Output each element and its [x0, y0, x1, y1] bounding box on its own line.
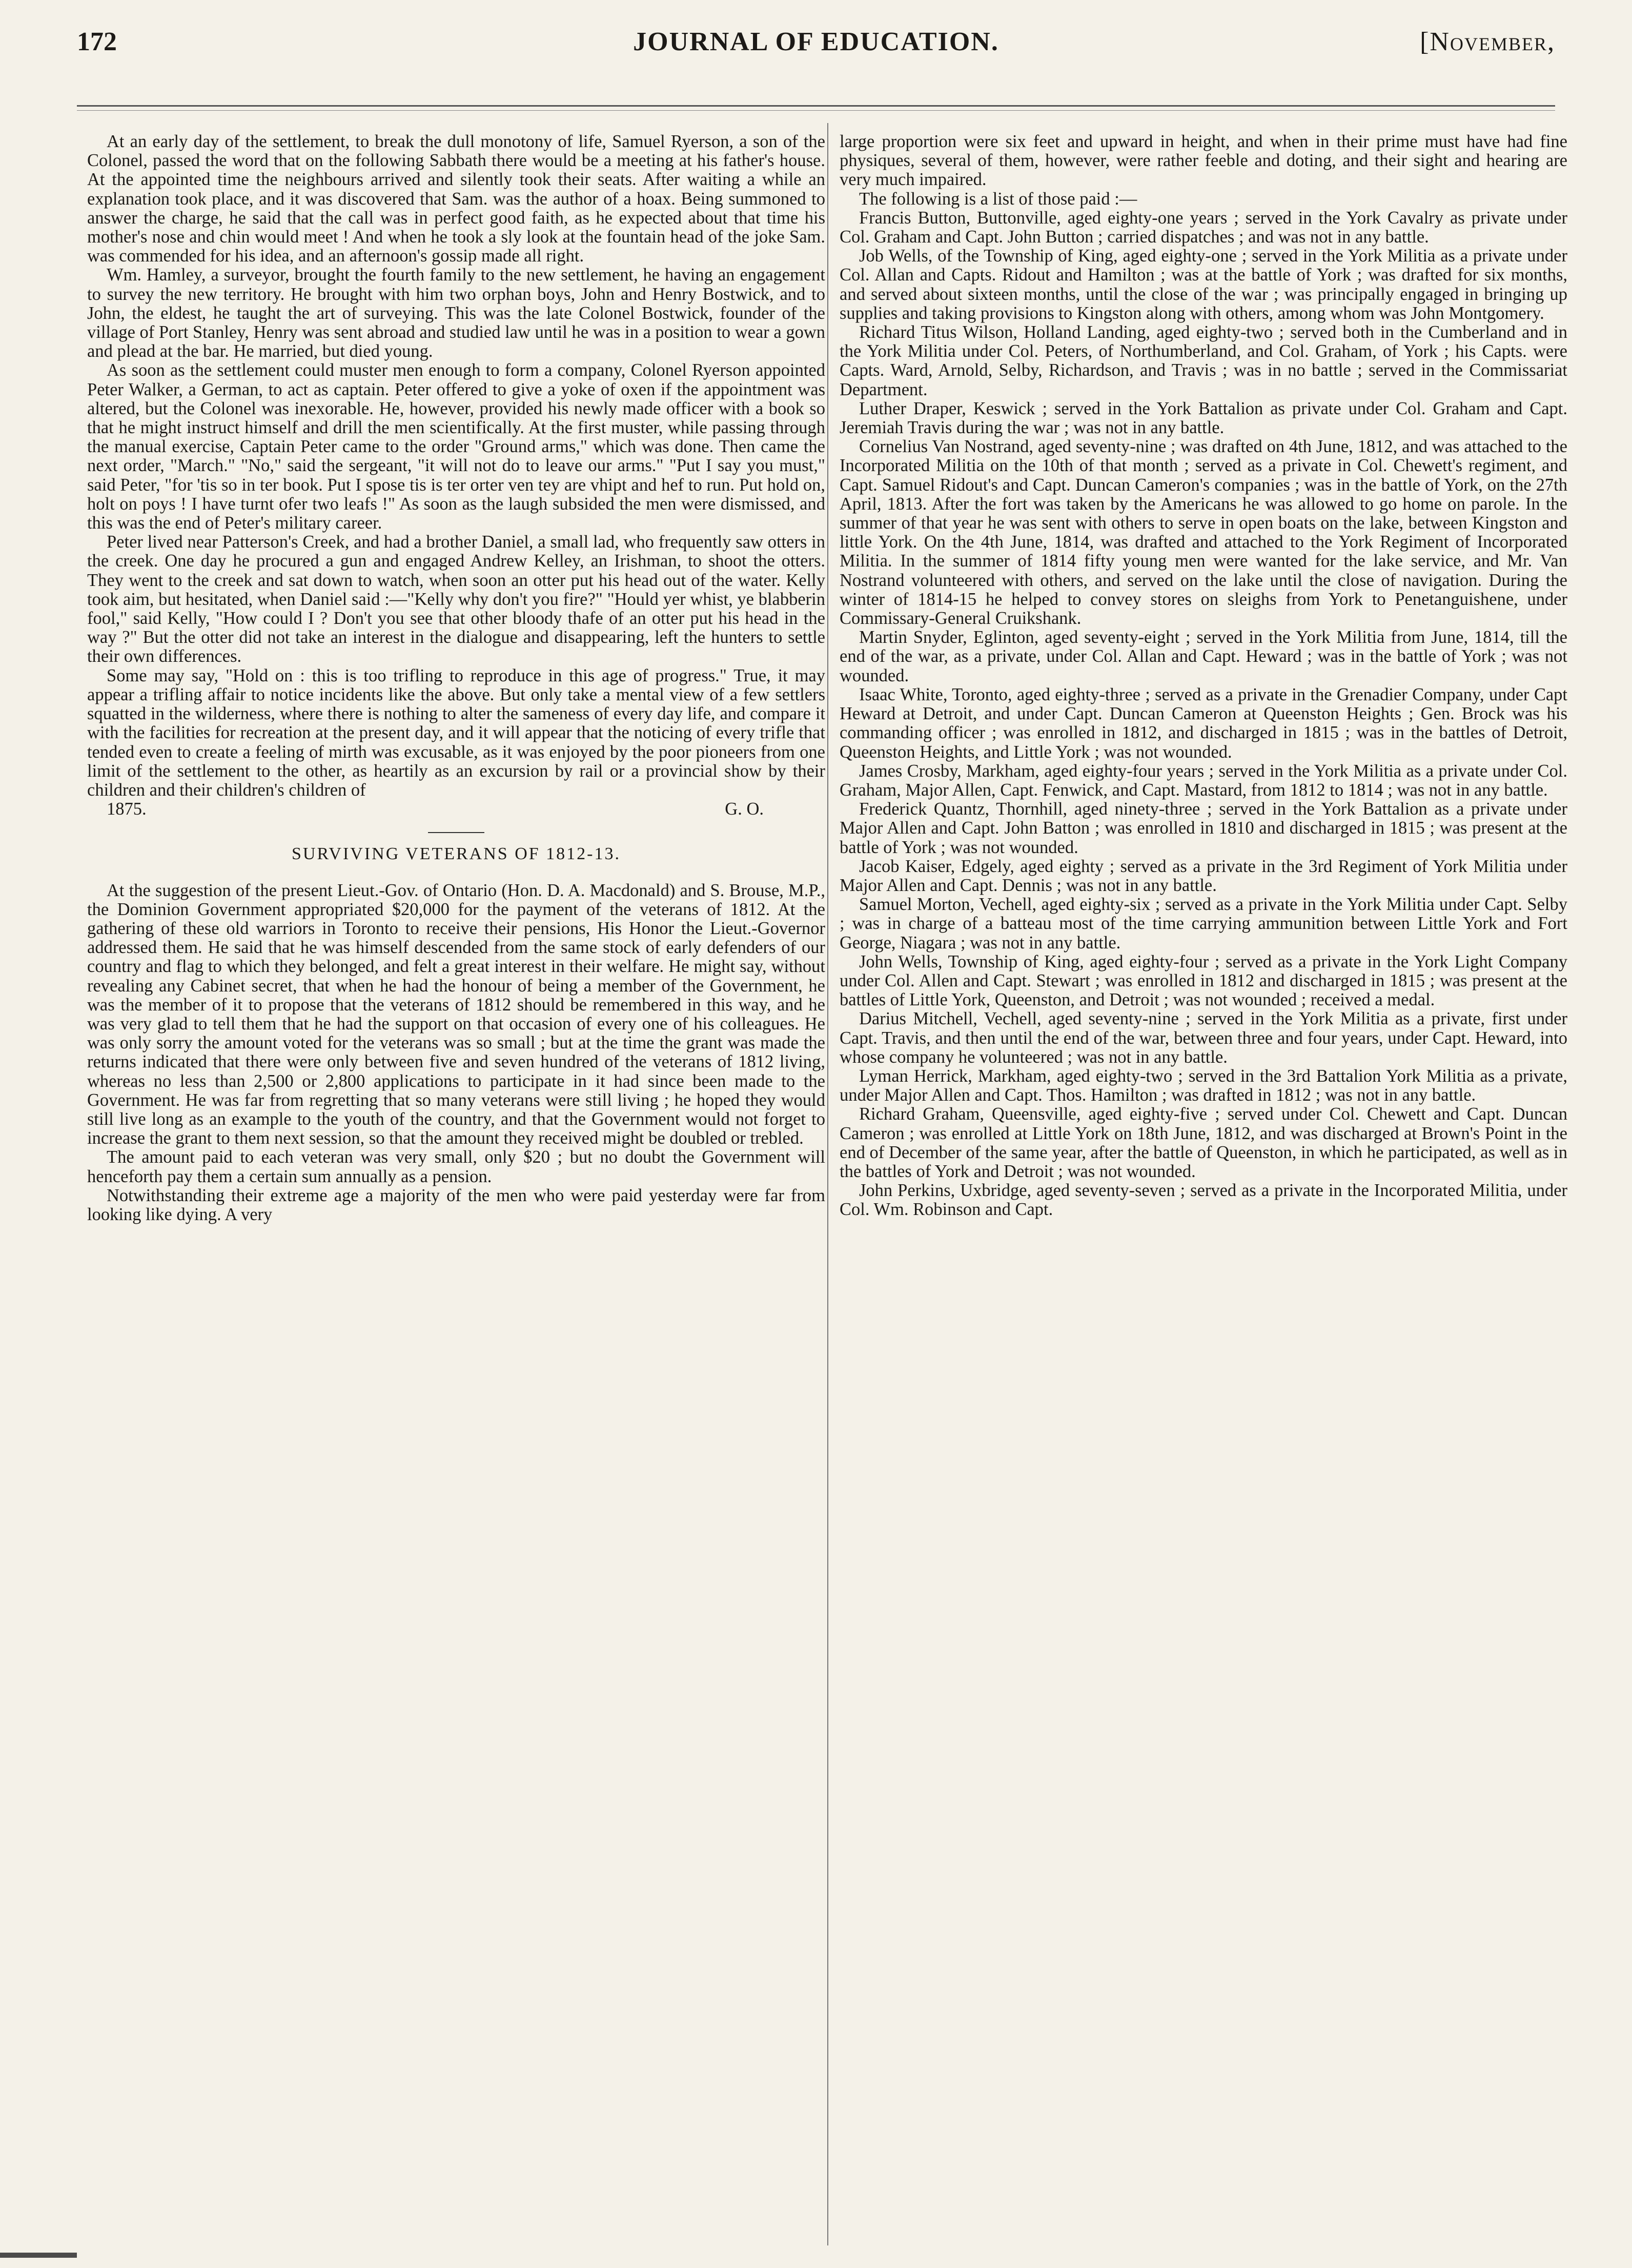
signature-year: 1875.	[107, 799, 147, 819]
veteran-paragraph: The following is a list of those paid :—	[859, 189, 1137, 209]
header-rule	[77, 105, 1555, 107]
article-paragraph: At an early day of the settlement, to break the dull monotony of life, Samuel Ryerson, a son of the Colonel, passed the word that on the following Sabbath there would be a meeting at his father's house. At the appointed time the neighbours arrived and silently took their seats. After waiting a while an explanation took place, and it was discovered that Sam. was the author of a hoax. Being summoned to answer the charge, he said that the call was in perfect good faith, as he expected about that time his mother's nose and chin would meet ! And when he took a sly look at the fountain head of the joke Sam. was commended for his idea, and an afternoon's gossip made all right.	[87, 132, 825, 266]
veteran-entry: Samuel Morton, Vechell, aged eighty-six ; served as a private in the York Militia under Capt. Selby ; was in charge of a batteau most of the time carrying ammunition between Little York and Fort George, Niagara ; was not in any battle.	[840, 895, 1567, 953]
section-paragraph: At the suggestion of the present Lieut.-Gov. of Ontario (Hon. D. A. Macdonald) and S. Brouse, M.P., the Dominion Government appropriated $20,000 for the payment of the veterans of 1812. At the gathering of these old warriors in Toronto to receive their pensions, His Honor the Lieut.-Governor addressed them. He said that he was himself descended from the same stock of early defenders of our country and flag to which they belonged, and felt a great interest in their welfare. He might say, without revealing any Cabinet secret, that when he had the honour of being a member of the Government, he was the member of it to propose that the veterans of 1812 should be remembered in this way, and he was very glad to tell them that he had the support on that occasion of every one of his colleagues. He was only sorry the amount voted for the veterans was so small ; but at the time the grant was made the returns indicated that there were only between five and seven hundred of the veterans of 1812 living, whereas no less than 2,500 or 2,800 applications to participate in it had since been made to the Government. He was far from regretting that so many veterans were still living ; he hoped they would still live long as an example to the youth of the country, and that the Government would not forget to increase the grant to them next session, so that the amount they received might be doubled or trebled.	[87, 880, 825, 1148]
article-paragraph: Peter lived near Patterson's Creek, and had a brother Daniel, a small lad, who frequently saw otters in the creek. One day he procured a gun and engaged Andrew Kelley, an Irishman, to shoot the otters. They went to the creek and sat down to watch, when soon an otter put his head out of the water. Kelly took aim, but hesitated, when Daniel said :—"Kelly why don't you fire?" "Hould yer whist, ye blabberin fool," said Kelly, "How could I ? Don't you see that other bloody thafe of an otter put his head in the way ?" But the otter did not take an interest in the dialogue and disappearing, left the hunters to settle their own differences.	[87, 532, 825, 666]
veteran-entry: Richard Titus Wilson, Holland Landing, aged eighty-two ; served both in the Cumberland and in the York Militia under Col. Peters, of Northumberland, and Col. Graham, of York ; his Capts. were Capts. Ward, Arnold, Selby, Richardson, and Travis ; was in no battle ; served in the Commissariat Department.	[840, 322, 1567, 399]
left-column	[87, 132, 825, 1224]
veteran-entry: Job Wells, of the Township of King, aged eighty-one ; served in the York Militia as a private under Col. Allan and Capts. Ridout and Hamilton ; was at the battle of York ; was drafted for six months, and served about sixteen months, until the close of the war ; was principally engaged in bringing up supplies and taking provisions to Kingston along with others, among whom was John Montgomery.	[840, 246, 1567, 323]
signature-initials: G. O.	[725, 799, 764, 819]
article-paragraph: Wm. Hamley, a surveyor, brought the fourth family to the new settlement, he having an engagement to survey the new territory. He brought with him two orphan boys, John and Henry Bostwick, and to John, the eldest, he taught the art of surveying. This was the late Colonel Bostwick, founder of the village of Port Stanley, Henry was sent abroad and studied law until he was in a position to wear a gown and plead at the bar. He married, but died young.	[87, 265, 825, 361]
veteran-entry: John Perkins, Uxbridge, aged seventy-seven ; served as a private in the Incorporated Militia, under Col. Wm. Robinson and Capt.	[840, 1181, 1567, 1220]
column-divider	[827, 123, 828, 2245]
veteran-entry: Lyman Herrick, Markham, aged eighty-two ; served in the 3rd Battalion York Militia as a private, under Major Allen and Capt. Thos. Hamilton ; was drafted in 1812 ; was not in any battle.	[840, 1066, 1567, 1105]
veteran-entry: James Crosby, Markham, aged eighty-four years ; served in the York Militia as a private under Col. Graham, Major Allen, Capt. Fenwick, and Capt. Mastard, from 1812 to 1814 ; was not in any battle.	[840, 761, 1567, 800]
header-rule-thin	[77, 110, 1555, 111]
veteran-entry: Luther Draper, Keswick ; served in the York Battalion as private under Col. Graham and Capt. Jeremiah Travis during the war ; was not in any battle.	[840, 398, 1567, 438]
section-paragraph: The amount paid to each veteran was very small, only $20 ; but no doubt the Government will henceforth pay them a certain sum annually as a pension.	[87, 1147, 825, 1186]
page-header	[77, 27, 1555, 73]
section-paragraph: Notwithstanding their extreme age a majority of the men who were paid yesterday were far from looking like dying. A very	[87, 1185, 825, 1224]
article-signature	[87, 800, 825, 819]
right-column	[840, 132, 1567, 1220]
veteran-entry: Martin Snyder, Eglinton, aged seventy-eight ; served in the York Militia from June, 1814, till the end of the war, as a private, under Col. Allan and Capt. Heward ; was in the battle of York ; was not wounded.	[840, 627, 1567, 685]
section-title: SURVIVING VETERANS OF 1812-13.	[291, 844, 621, 864]
veteran-entry: Richard Graham, Queensville, aged eighty-five ; served under Col. Chewett and Capt. Duncan Cameron ; was enrolled at Little York on 18th June, 1812, and was discharged at Brown's Point in the end of December of the same year, after the battle of Queenston, in which he participated, as well as in the battles of York and Detroit ; was not wounded.	[840, 1104, 1567, 1181]
journal-title: JOURNAL OF EDUCATION.	[633, 27, 999, 56]
veteran-entry: Frederick Quantz, Thornhill, aged ninety-three ; served in the York Battalion as a private under Major Allen and Capt. John Batton ; was enrolled in 1810 and discharged in 1815 ; was present at the battle of York ; was not wounded.	[840, 799, 1567, 857]
veteran-entry: John Wells, Township of King, aged eighty-four ; served as a private in the York Light Company under Col. Allen and Capt. Stewart ; was enrolled in 1812 and discharged in 1815 ; was present at the battles of Little York, Queenston, and Detroit ; was not wounded ; received a medal.	[840, 951, 1567, 1010]
issue-month: [November,	[1420, 27, 1555, 56]
scan-edge-mark	[0, 2253, 77, 2258]
veteran-entry: Francis Button, Buttonville, aged eighty-one years ; served in the York Cavalry as private under Col. Graham and Capt. John Button ; carried dispatches ; and was not in any battle.	[840, 208, 1567, 247]
veteran-entry: Darius Mitchell, Vechell, aged seventy-nine ; served in the York Militia as a private, first under Capt. Travis, and then until the end of the war, between three and four years, under Capt. Heward, into whose company he volunteered ; was not in any battle.	[840, 1009, 1567, 1067]
page-number: 172	[77, 27, 117, 56]
article-paragraph: As soon as the settlement could muster men enough to form a company, Colonel Ryerson appointed Peter Walker, a German, to act as captain. Peter offered to give a yoke of oxen if the appointment was altered, but the Colonel was inexorable. He, however, provided his newly made officer with a book so that he might instruct himself and drill the men scientifically. At the first muster, while passing through the manual exercise, Captain Peter came to the order "Ground arms," which was done. Then came the next order, "March." "No," said the sergeant, "it will not do to leave our arms." "Put I say you must," said Peter, "for 'tis so in ter book. Put I spose tis is ter orter ven tey are vhipt and hef to run. Put hold on, holt on poys ! I have turnt ofer two leafs !" As soon as the laugh subsided the men were dismissed, and this was the end of Peter's military career.	[87, 360, 825, 533]
section-divider	[428, 832, 484, 833]
veteran-paragraph: large proportion were six feet and upward in height, and when in their prime must have had fine physiques, several of them, however, were rather feeble and doting, and their sight and hearing are very much impaired.	[840, 132, 1567, 190]
article-paragraph: Some may say, "Hold on : this is too trifling to reproduce in this age of progress." True, it may appear a trifling affair to notice incidents like the above. But only take a mental view of a few settlers squatted in the wilderness, where there is nothing to alter the sameness of every day life, and compare it with the facilities for recreation at the present day, and it will appear that the noticing of every trifle that tended even to create a feeling of mirth was excusable, as it was enjoyed by the poor pioneers from one limit of the settlement to the other, as heartily as an excursion by rail or a provincial show by their children and their children's children of	[87, 665, 825, 800]
veteran-entry: Cornelius Van Nostrand, aged seventy-nine ; was drafted on 4th June, 1812, and was attached to the Incorporated Militia on the 10th of that month ; served as a private in Col. Chewett's regiment, and Capt. Samuel Ridout's and Capt. Duncan Cameron's companies ; was in the battle of York, on the 27th April, 1813. After the fort was taken by the Americans he was allowed to go home on parole. In the summer of that year he was sent with others to serve in open boats on the lake, between Kingston and little York. On the 4th June, 1814, was drafted and attached to the York Regiment of Incorporated Militia. In the summer of 1814 fifty young men were wanted for the lake service, and Mr. Van Nostrand volunteered with others, and served on the lake until the close of navigation. During the winter of 1814-15 he helped to convey stores on sleighs from York to Penetanguishene, under Commissary-General Cruikshank.	[840, 437, 1567, 629]
veteran-entry: Isaac White, Toronto, aged eighty-three ; served as a private in the Grenadier Company, under Capt Heward at Detroit, and under Capt. Duncan Cameron at Queenston Heights ; Gen. Brock was his commanding officer ; was enrolled in 1812, and discharged in 1815 ; was in the battles of Detroit, Queenston Heights, and Little York ; was not wounded.	[840, 684, 1567, 762]
veteran-entry: Jacob Kaiser, Edgely, aged eighty ; served as a private in the 3rd Regiment of York Militia under Major Allen and Capt. Dennis ; was not in any battle.	[840, 856, 1567, 895]
